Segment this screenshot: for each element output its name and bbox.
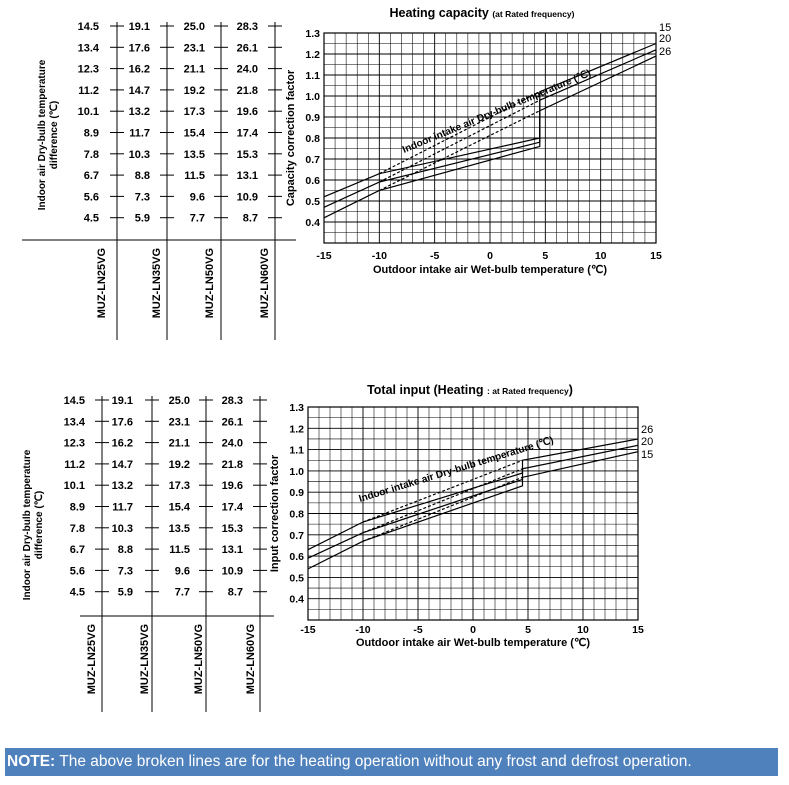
- y-axis-label: Capacity correction factor: [285, 69, 297, 207]
- y-tick-label: 1.0: [305, 91, 320, 103]
- side-table-value: 6.7: [83, 170, 99, 183]
- y-tick-label: 1.2: [289, 423, 304, 436]
- side-table-value: 23.1: [168, 416, 190, 429]
- side-table-model-label: MUZ-LN60VG: [259, 248, 271, 319]
- side-table-value: 19.1: [128, 21, 150, 33]
- side-table-axis-label: [37, 59, 60, 210]
- plot-grid: [308, 407, 638, 620]
- series-label-15: 15: [659, 22, 672, 34]
- side-table-value: 23.1: [183, 42, 205, 55]
- y-tick-label: 0.6: [289, 551, 304, 564]
- side-table-value: 5.9: [117, 586, 133, 599]
- side-table-value: 13.1: [236, 170, 258, 183]
- y-tick-label: 0.9: [289, 487, 304, 500]
- side-table-value: 17.6: [128, 42, 150, 55]
- side-table-axis-label-line1: Indoor air Dry-bulb temperature: [37, 59, 48, 211]
- x-tick-label: 15: [632, 624, 644, 636]
- side-table-value: 19.6: [236, 106, 258, 119]
- total-input-panel: [22, 383, 653, 712]
- x-tick-label: 10: [577, 624, 589, 636]
- side-table-value: 7.8: [83, 148, 99, 161]
- side-table-value: 4.5: [69, 586, 85, 599]
- side-table-value: 12.3: [63, 437, 85, 450]
- side-table-value: 7.8: [69, 522, 85, 535]
- side-table-value: 8.8: [134, 170, 150, 183]
- y-tick-label: 0.8: [289, 508, 304, 521]
- side-table-value: 8.8: [117, 544, 133, 557]
- curve-family-label: Indoor intake air Dry-bulb temperature (℃): [357, 435, 555, 505]
- side-table-value: 16.2: [111, 437, 133, 450]
- side-table-model-label: MUZ-LN50VG: [193, 624, 205, 695]
- side-table-value: 13.2: [128, 106, 150, 119]
- series-label-20: 20: [641, 436, 654, 448]
- side-table-value: 9.6: [189, 191, 205, 204]
- side-table-model-label: MUZ-LN25VG: [86, 624, 98, 695]
- x-tick-label: 15: [650, 250, 662, 262]
- x-axis-label: Outdoor intake air Wet-bulb temperature (℃): [355, 637, 591, 649]
- side-table-value: 13.4: [63, 416, 85, 429]
- side-table-value: 4.5: [83, 212, 99, 225]
- side-table-value: 13.4: [77, 42, 99, 55]
- side-table-value: 15.4: [183, 127, 205, 140]
- heating-capacity-panel: [22, 6, 671, 340]
- side-table-value: 15.3: [236, 148, 258, 161]
- side-table-value: 16.2: [128, 63, 150, 76]
- side-table-model-label: MUZ-LN60VG: [245, 624, 257, 695]
- side-table-value: 5.6: [69, 565, 85, 578]
- side-table-value: 8.7: [242, 212, 258, 225]
- y-tick-label: 0.4: [305, 217, 320, 229]
- side-table-value: 11.2: [64, 458, 85, 471]
- side-table: [22, 395, 274, 712]
- side-table-value: 7.3: [117, 565, 133, 578]
- side-table: [22, 21, 296, 340]
- side-table-value: 13.5: [168, 522, 190, 535]
- x-tick-label: -15: [300, 624, 316, 636]
- side-table-value: 10.1: [63, 480, 85, 493]
- series-label-26: 26: [659, 46, 672, 58]
- x-tick-label: 5: [542, 250, 549, 262]
- side-table-value: 19.1: [111, 395, 133, 407]
- side-table-value: 13.1: [221, 544, 243, 557]
- side-table-model-label: MUZ-LN25VG: [96, 248, 108, 319]
- side-table-value: 21.1: [168, 437, 190, 450]
- side-table-axis-label-line1: Indoor air Dry-bulb temperature: [22, 449, 33, 601]
- y-tick-label: 1.2: [305, 49, 320, 61]
- y-tick-label: 1.3: [305, 28, 320, 40]
- chart-title-end: ): [568, 383, 573, 397]
- y-tick-label: 1.3: [289, 402, 304, 414]
- x-tick-label: 10: [594, 250, 607, 262]
- x-axis-label: Outdoor intake air Wet-bulb temperature (℃): [372, 264, 608, 276]
- series-line-dashed: [379, 100, 540, 182]
- side-table-value: 15.3: [221, 522, 243, 535]
- side-table-value: 10.3: [111, 522, 133, 535]
- side-table-value: 7.3: [134, 191, 150, 204]
- side-table-value: 17.4: [236, 127, 258, 140]
- chart-title-note: (at Rated frequency): [492, 9, 575, 19]
- side-table-value: 12.3: [77, 63, 99, 76]
- side-table-value: 17.6: [111, 416, 133, 429]
- side-table-value: 13.2: [111, 480, 133, 493]
- side-table-value: 26.1: [221, 416, 243, 429]
- y-tick-label: 0.9: [305, 112, 320, 124]
- side-table-model-label: MUZ-LN50VG: [204, 248, 216, 319]
- chart-title: [389, 6, 574, 20]
- side-table-value: 28.3: [236, 21, 258, 33]
- y-tick-label: 0.7: [305, 154, 320, 166]
- side-table-value: 28.3: [221, 395, 243, 407]
- side-table-value: 24.0: [221, 437, 243, 450]
- x-tick-label: -10: [355, 624, 371, 636]
- y-tick-label: 0.8: [305, 133, 320, 145]
- side-table-value: 17.4: [221, 501, 243, 514]
- side-table-value: 14.5: [77, 21, 99, 33]
- y-tick-label: 0.7: [289, 529, 304, 542]
- side-table-value: 19.6: [221, 480, 243, 493]
- note-banner: [5, 748, 778, 776]
- side-table-value: 19.2: [168, 458, 190, 471]
- series-label-20: 20: [659, 33, 672, 45]
- y-axis-label: Input correction factor: [269, 454, 281, 573]
- y-tick-label: 0.5: [289, 572, 304, 585]
- side-table-value: 10.1: [77, 106, 99, 119]
- side-table-axis-label-line2: difference (℃): [34, 490, 45, 560]
- side-table-value: 8.9: [83, 127, 99, 140]
- curve-family-label: Indoor intake air Dry-bulb temperature (℃): [400, 67, 593, 156]
- note-text: The above broken lines are for the heating operation without any frost and defrost operation.: [59, 753, 692, 770]
- x-tick-label: 0: [487, 250, 493, 262]
- side-table-value: 10.3: [128, 148, 150, 161]
- side-table-value: 7.7: [174, 586, 190, 599]
- side-table-value: 5.6: [83, 191, 99, 204]
- side-table-value: 8.7: [227, 586, 243, 599]
- x-tick-label: -15: [316, 250, 332, 262]
- series-label-15: 15: [641, 449, 654, 461]
- x-tick-label: -10: [371, 250, 387, 262]
- side-table-value: 15.4: [168, 501, 190, 514]
- side-table-value: 5.9: [134, 212, 150, 225]
- x-tick-label: -5: [429, 250, 440, 262]
- y-tick-label: 1.0: [289, 465, 304, 478]
- x-tick-label: -5: [413, 624, 423, 636]
- side-table-value: 17.3: [168, 480, 190, 493]
- chart-title: [367, 383, 573, 397]
- chart-title-note: : at Rated frequency: [487, 386, 569, 396]
- side-table-value: 14.7: [111, 458, 133, 471]
- y-tick-label: 1.1: [305, 70, 320, 82]
- side-table-value: 21.8: [221, 458, 243, 471]
- side-table-value: 6.7: [69, 544, 85, 557]
- side-table-value: 8.9: [69, 501, 85, 514]
- side-table-value: 14.7: [128, 84, 150, 97]
- side-table-value: 14.5: [63, 395, 85, 407]
- side-table-axis-label: [22, 449, 45, 600]
- y-tick-label: 1.1: [289, 444, 304, 457]
- side-table-value: 13.5: [183, 148, 205, 161]
- side-table-value: 10.9: [221, 565, 243, 578]
- series-label-26: 26: [641, 424, 654, 436]
- side-table-model-label: MUZ-LN35VG: [139, 624, 151, 695]
- side-table-value: 11.5: [169, 544, 190, 557]
- side-table-value: 21.1: [183, 63, 205, 76]
- side-table-value: 19.2: [183, 84, 205, 97]
- y-tick-label: 0.4: [289, 593, 304, 606]
- side-table-value: 24.0: [236, 63, 258, 76]
- side-table-model-label: MUZ-LN35VG: [151, 248, 163, 319]
- side-table-value: 10.9: [236, 191, 258, 204]
- y-tick-label: 0.6: [305, 175, 320, 187]
- side-table-value: 9.6: [174, 565, 190, 578]
- side-table-value: 25.0: [183, 21, 205, 33]
- side-table-value: 26.1: [236, 42, 258, 55]
- y-tick-label: 0.5: [305, 196, 320, 208]
- chart-title-main: Total input (Heating: [367, 383, 488, 397]
- x-tick-label: 5: [525, 624, 531, 636]
- side-table-value: 17.3: [183, 106, 205, 119]
- side-table-value: 25.0: [168, 395, 190, 407]
- side-table-value: 11.2: [78, 84, 99, 97]
- chart-title-main: Heating capacity: [389, 6, 493, 20]
- side-table-value: 11.7: [129, 127, 150, 140]
- side-table-axis-label-line2: difference (℃): [49, 100, 60, 170]
- side-table-value: 21.8: [236, 84, 258, 97]
- side-table-value: 11.7: [112, 501, 133, 514]
- x-tick-label: 0: [470, 624, 476, 636]
- note-label: NOTE:: [7, 753, 56, 770]
- side-table-value: 7.7: [189, 212, 205, 225]
- side-table-value: 11.5: [184, 170, 205, 183]
